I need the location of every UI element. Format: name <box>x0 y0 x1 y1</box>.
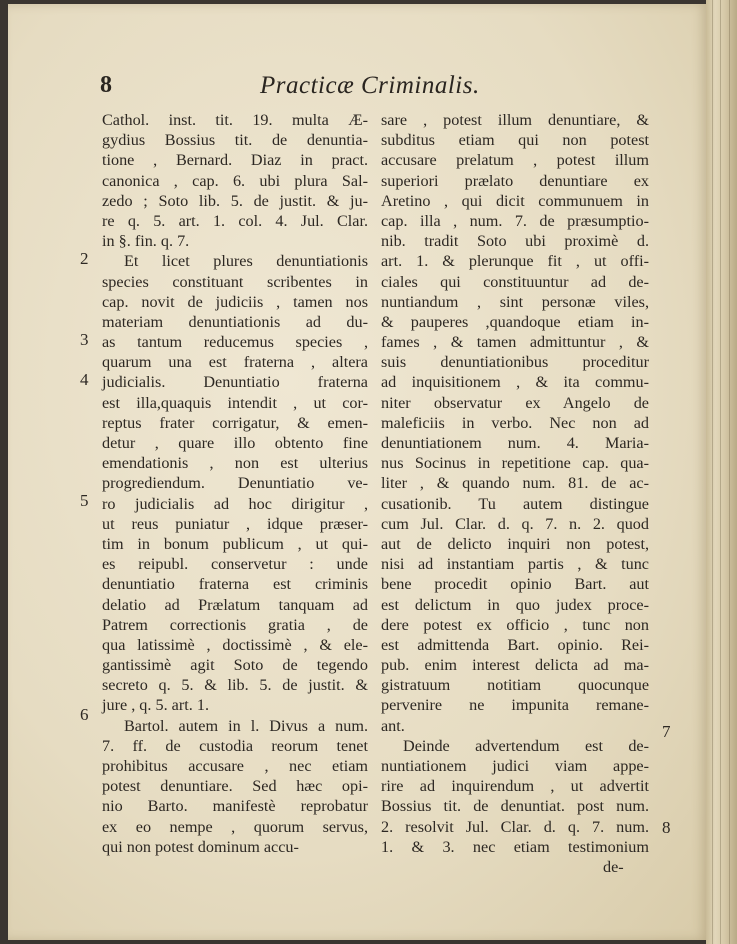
text-line: es reipubl. conservetur : unde <box>102 555 368 574</box>
text-line: bene procedit opinio Bart. aut <box>381 575 649 594</box>
text-line: niter observatur ex Angelo de <box>381 393 649 412</box>
text-line: aut de delicto inquiri non potest, <box>381 534 649 553</box>
text-line: tione , Bernard. Diaz in pract. <box>102 151 368 170</box>
text-line: 7. ff. de custodia reorum tenet <box>102 736 368 755</box>
text-line: emendationis , non est ulterius <box>102 454 368 473</box>
text-line: ut reus puniatur , idque præser- <box>102 514 368 533</box>
text-line: quarum una est fraterna , altera <box>102 353 368 372</box>
text-line: sare , potest illum denuntiare, & <box>381 111 649 129</box>
text-line: pervenire ne impunita remane- <box>381 696 649 715</box>
text-line: secreto q. 5. & lib. 5. de justit. & <box>102 676 368 695</box>
text-line: ant. <box>381 716 405 735</box>
text-line: Deinde advertendum est de- <box>403 736 649 755</box>
text-line: suis denuntiationibus proceditur <box>381 353 649 372</box>
margin-number: 5 <box>80 491 89 510</box>
page-edge-line <box>720 0 721 944</box>
text-line: ciales qui constituuntur ad de- <box>381 272 649 291</box>
text-line: as tantum reducemus species , <box>102 333 368 352</box>
text-line: est admittenda Bart. opinio. Rei- <box>381 635 649 654</box>
text-line: nisi ad instantiam partis , & tunc <box>381 555 649 574</box>
text-line: liter , & quando num. 81. de ac- <box>381 474 649 493</box>
text-line: canonica , cap. 6. ubi plura Sal- <box>102 171 368 190</box>
text-line: de- <box>603 857 624 876</box>
text-line: zedo ; Soto lib. 5. de justit. & ju- <box>102 191 368 210</box>
text-line: Aretino , qui dicit communuem in <box>381 191 649 210</box>
text-line: prohibitus accusare , nec etiam <box>102 757 368 775</box>
text-line: dere potest ex officio , tunc non <box>381 615 649 634</box>
text-line: fames , & tamen admittuntur , & <box>381 333 649 352</box>
margin-number: 7 <box>662 722 671 741</box>
text-line: maleficiis in verbo. Nec non ad <box>381 413 649 432</box>
text-line: nuntiandum , sint personæ viles, <box>381 292 649 311</box>
page-edge-line <box>729 0 730 944</box>
text-line: art. 1. & plerunque fit , ut offi- <box>381 252 649 271</box>
text-line: Et licet plures denuntiationis <box>124 252 368 271</box>
text-line: gistratuum notitiam quocunque <box>381 676 649 695</box>
margin-number: 8 <box>662 818 671 837</box>
text-line: est illa,quaquis intendit , ut cor- <box>102 393 368 412</box>
text-line: Bossius tit. de denuntiat. post num. <box>381 797 649 816</box>
text-line: nio Barto. manifestè reprobatur <box>102 797 368 816</box>
running-title: Practicæ Criminalis. <box>260 72 480 99</box>
text-line: jure , q. 5. art. 1. <box>102 696 209 715</box>
text-line: judicialis. Denuntiatio fraterna <box>102 373 368 392</box>
text-line: Patrem correctionis gratia , de <box>102 615 368 634</box>
right-text-column <box>381 110 649 877</box>
text-line: cusationib. Tu autem distingue <box>381 494 649 513</box>
text-line: qui non potest dominum accu- <box>102 837 299 856</box>
text-line: ro judicialis ad hoc dirigitur , <box>102 494 368 513</box>
text-line: delatio ad Prælatum tanquam ad <box>102 595 368 614</box>
text-line: gydius Bossius tit. de denuntia- <box>102 131 368 150</box>
text-line: in §. fin. q. 7. <box>102 232 190 251</box>
text-line: superiori prælato denuntiare ex <box>381 171 649 190</box>
page-header <box>100 72 660 108</box>
text-line: potest denuntiare. Sed hæc opi- <box>102 777 368 796</box>
text-line: qua latissimè , doctissimè , & ele- <box>102 635 368 654</box>
margin-number: 6 <box>80 705 89 724</box>
text-line: nus Socinus in repetitione cap. qua- <box>381 454 649 473</box>
text-line: re q. 5. art. 1. col. 4. Jul. Clar. <box>102 211 368 230</box>
text-line: accusare prelatum , potest illum <box>381 151 649 170</box>
page-edge <box>706 0 737 944</box>
text-line: 2. resolvit Jul. Clar. d. q. 7. num. <box>381 817 649 836</box>
text-line: pub. enim interest delicta ad ma- <box>381 656 649 675</box>
text-line: rire ad inquirendum , ut advertit <box>381 777 649 796</box>
text-line: & pauperes ,quandoque etiam in- <box>381 312 649 331</box>
left-text-column <box>102 110 368 857</box>
text-line: Cathol. inst. tit. 19. multa Æ- <box>102 111 368 129</box>
text-line: denuntiationem num. 4. Maria- <box>381 434 649 452</box>
text-line: materiam denuntiationis ad du- <box>102 312 368 331</box>
text-line: ex eo nempe , quorum servus, <box>102 817 368 836</box>
margin-number: 4 <box>80 370 89 389</box>
text-line: ad inquisitionem , & ita commu- <box>381 373 649 392</box>
page-number: 8 <box>100 72 112 98</box>
text-line: species constituant scribentes in <box>102 272 368 291</box>
text-line: gantissimè agit Soto de tegendo <box>102 656 368 675</box>
text-line: Bartol. autem in l. Divus a num. <box>124 716 368 735</box>
text-line: cap. illa , num. 7. de præsumptio- <box>381 211 649 230</box>
text-line: 1. & 3. nec etiam testimonium <box>381 837 649 856</box>
text-line: reptus frater corrigatur, & emen- <box>102 413 368 432</box>
text-line: cum Jul. Clar. d. q. 7. n. 2. quod <box>381 514 649 533</box>
text-line: tim in bonum publicum , ut qui- <box>102 534 368 553</box>
text-line: detur , quare illo obtento fine <box>102 434 368 452</box>
text-line: nuntiationem judici viam appe- <box>381 757 649 775</box>
text-line: progrediendum. Denuntiatio ve- <box>102 474 368 493</box>
page-edge-line <box>712 0 713 944</box>
text-line: subditus etiam qui non potest <box>381 131 649 150</box>
text-line: nib. tradit Soto ubi proximè d. <box>381 232 649 251</box>
margin-number: 3 <box>80 330 89 349</box>
text-line: denuntiatio fraterna est criminis <box>102 575 368 594</box>
margin-number: 2 <box>80 249 89 268</box>
text-line: est delictum in quo judex proce- <box>381 595 649 614</box>
text-line: cap. novit de judiciis , tamen nos <box>102 292 368 311</box>
